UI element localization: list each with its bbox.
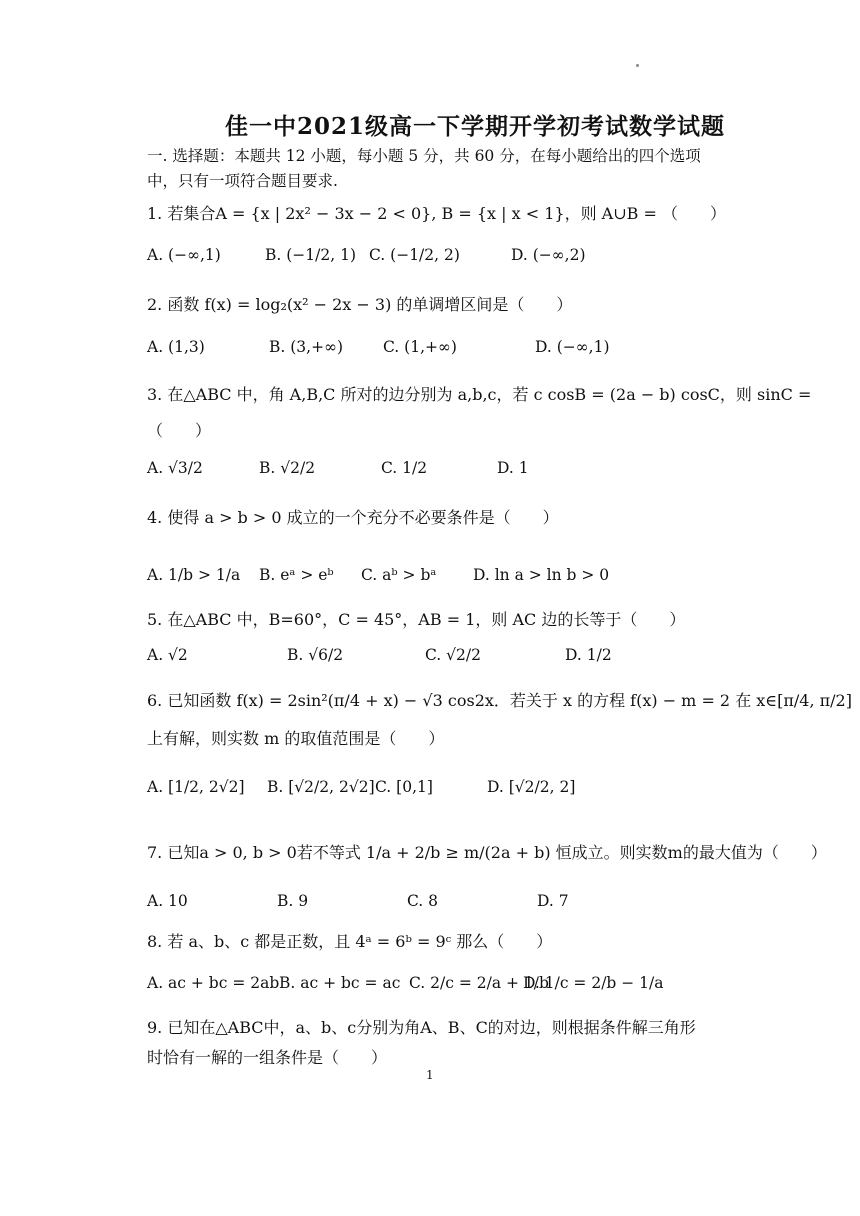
question-1-stem: 1. 若集合A = {x | 2x² − 3x − 2 < 0}, B = {x | x < 1}，则 A∪B = （ ） xyxy=(147,204,726,223)
option-a: A. √3/2 xyxy=(147,459,203,477)
question-9-stem-continued: 时恰有一解的一组条件是（ ） xyxy=(147,1048,388,1067)
option-b: B. √6/2 xyxy=(287,646,344,664)
option-a: A. (1,3) xyxy=(147,338,205,356)
option-b: B. eᵃ > eᵇ xyxy=(259,566,334,584)
question-3-options xyxy=(147,459,727,483)
option-b: B. ac + bc = ac xyxy=(279,974,401,992)
option-a: A. 1/b > 1/a xyxy=(147,566,241,584)
option-c: C. 2/c = 2/a + 1/b xyxy=(409,974,549,992)
option-d: D. 1 xyxy=(497,459,529,477)
option-d: D. 1/2 xyxy=(565,646,612,664)
question-9-stem: 9. 已知在△ABC中，a、b、c分别为角A、B、C的对边，则根据条件解三角形 xyxy=(147,1018,696,1037)
option-a: A. (−∞,1) xyxy=(147,246,221,264)
option-d: D. ln a > ln b > 0 xyxy=(473,566,610,584)
question-6-options xyxy=(147,778,727,802)
question-4-stem: 4. 使得 a > b > 0 成立的一个充分不必要条件是（ ） xyxy=(147,508,559,527)
option-a: A. √2 xyxy=(147,646,188,664)
question-3-stem-continued: （ ） xyxy=(147,421,212,440)
question-7-options xyxy=(147,892,727,916)
option-d: D. 1/c = 2/b − 1/a xyxy=(523,974,664,992)
question-3-stem: 3. 在△ABC 中，角 A,B,C 所对的边分别为 a,b,c，若 c cosB = (2a − b) cosC，则 sinC = xyxy=(147,385,812,404)
option-c: C. 1/2 xyxy=(381,459,428,477)
option-d: D. 7 xyxy=(537,892,569,910)
scan-speck xyxy=(636,64,639,67)
option-a: A. [1/2, 2√2] xyxy=(147,778,245,796)
option-c: C. (−1/2, 2) xyxy=(369,246,460,264)
question-4-options xyxy=(147,566,727,590)
question-6-stem-continued: 上有解，则实数 m 的取值范围是（ ） xyxy=(147,729,445,748)
option-a: A. ac + bc = 2ab xyxy=(147,974,280,992)
option-c: C. aᵇ > bᵃ xyxy=(361,566,437,584)
page-title: 佳一中2021级高一下学期开学初考试数学试题 xyxy=(224,113,725,140)
option-b: B. [√2/2, 2√2] xyxy=(267,778,375,796)
question-2-options xyxy=(147,338,727,362)
option-d: D. (−∞,2) xyxy=(511,246,586,264)
option-c: C. 8 xyxy=(407,892,439,910)
question-5-options xyxy=(147,646,727,670)
question-6-stem: 6. 已知函数 f(x) = 2sin²(π/4 + x) − √3 cos2x．若关于 x 的方程 f(x) − m = 2 在 x∈[π/4, π/2] xyxy=(147,691,852,710)
question-8-options xyxy=(147,974,727,998)
option-c: C. √2/2 xyxy=(425,646,481,664)
option-b: B. 9 xyxy=(277,892,309,910)
question-1-options xyxy=(147,246,727,270)
option-d: D. [√2/2, 2] xyxy=(487,778,576,796)
option-c: C. [0,1] xyxy=(375,778,433,796)
option-a: A. 10 xyxy=(147,892,188,910)
question-2-stem: 2. 函数 f(x) = log₂(x² − 2x − 3) 的单调增区间是（ ） xyxy=(147,295,573,314)
question-8-stem: 8. 若 a、b、c 都是正数，且 4ᵃ = 6ᵇ = 9ᶜ 那么（ ） xyxy=(147,932,553,951)
page-number: 1 xyxy=(426,1068,434,1082)
question-5-stem: 5. 在△ABC 中，B=60°，C = 45°，AB = 1，则 AC 边的长等于（ ） xyxy=(147,610,686,629)
option-c: C. (1,+∞) xyxy=(383,338,457,356)
question-7-stem: 7. 已知a > 0, b > 0若不等式 1/a + 2/b ≥ m/(2a + b) 恒成立。则实数m的最大值为（ ） xyxy=(147,843,827,862)
option-b: B. √2/2 xyxy=(259,459,316,477)
section-instructions: 一. 选择题：本题共 12 小题，每小题 5 分，共 60 分，在每小题给出的四个选项中，只有一项符合题目要求. xyxy=(147,147,701,190)
option-b: B. (−1/2, 1) xyxy=(265,246,356,264)
option-b: B. (3,+∞) xyxy=(269,338,344,356)
option-d: D. (−∞,1) xyxy=(535,338,610,356)
